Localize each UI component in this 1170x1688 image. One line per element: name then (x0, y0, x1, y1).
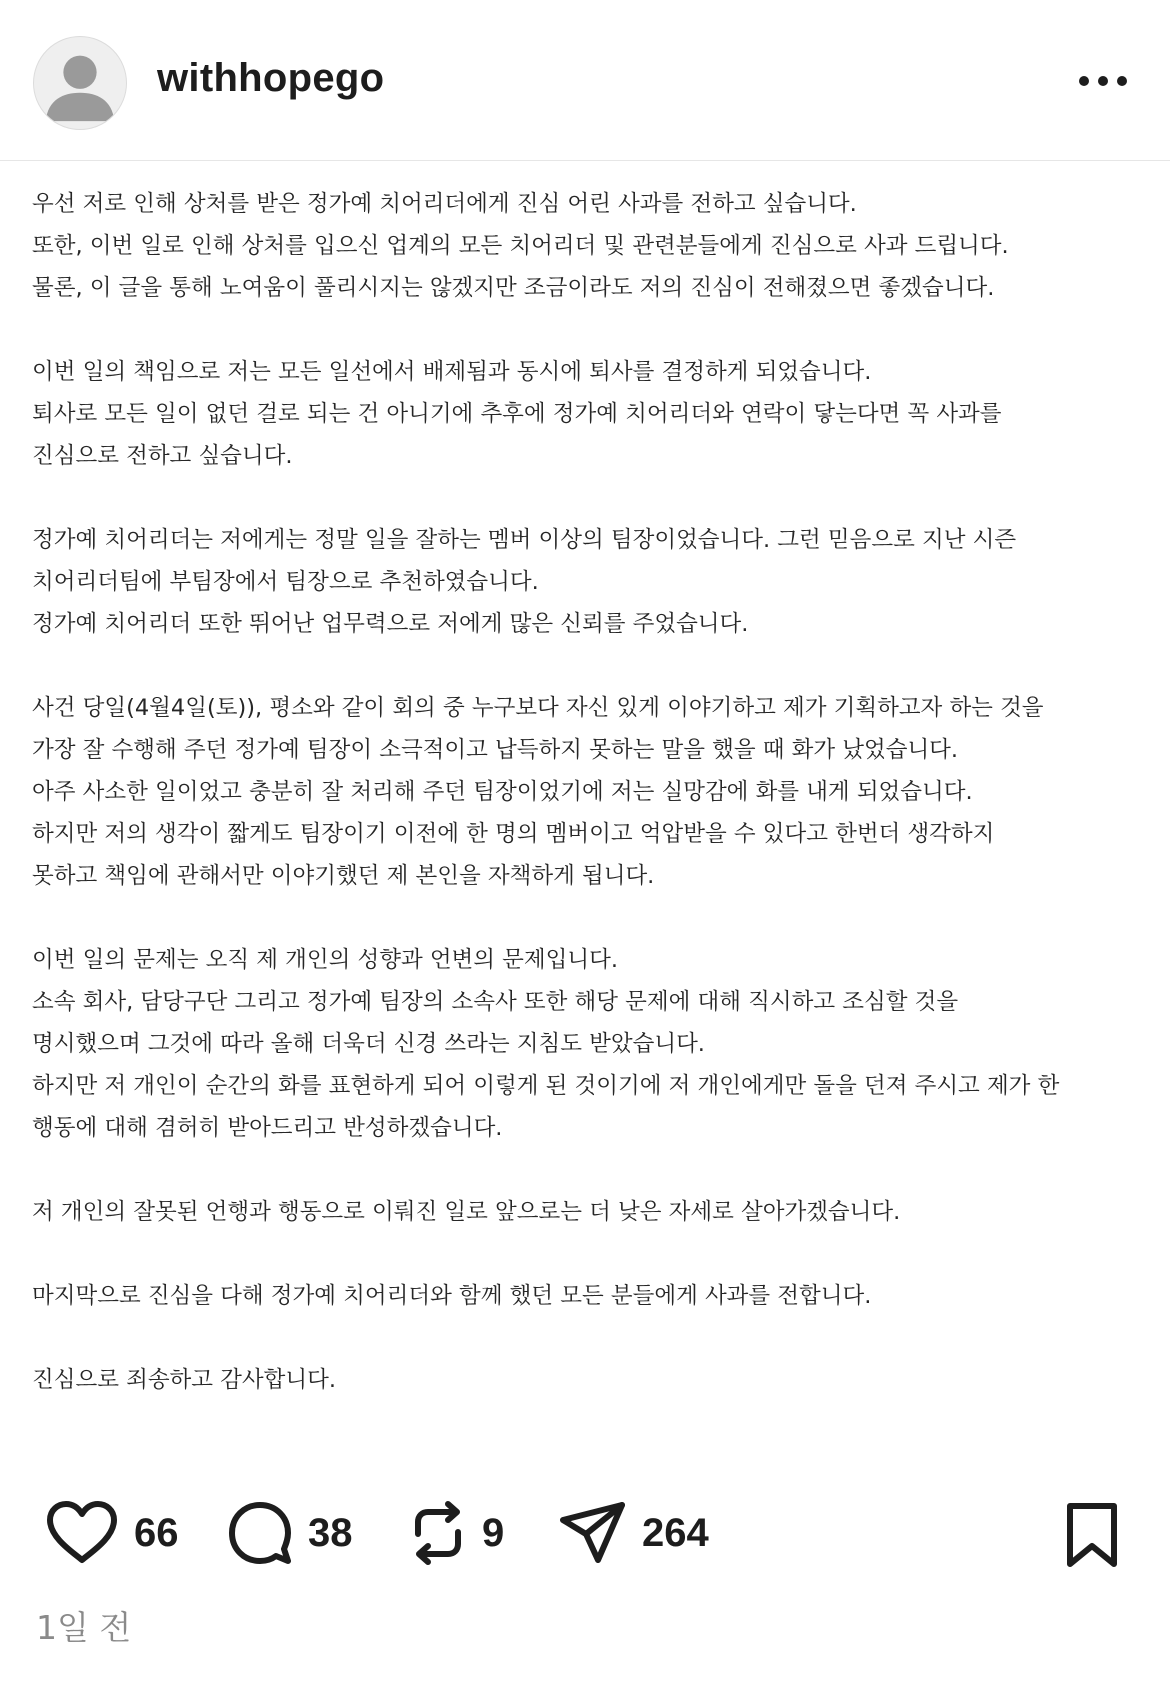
paragraph-gap (32, 645, 1142, 687)
repost-icon (408, 1500, 468, 1566)
paragraph (32, 519, 1142, 645)
post-header (0, 0, 1170, 161)
paragraph (32, 687, 1142, 897)
text-line: 이번 일의 책임으로 저는 모든 일선에서 배제됨과 동시에 퇴사를 결정하게 되었습니다. (32, 359, 872, 385)
text-line: 하지만 저의 생각이 짧게도 팀장이기 이전에 한 명의 멤버이고 억압받을 수 있다고 한번더 생각하지 (32, 821, 995, 847)
share-count: 264 (642, 1510, 709, 1555)
text-line: 치어리더팀에 부팀장에서 팀장으로 추천하였습니다. (32, 569, 539, 595)
repost-button[interactable] (408, 1493, 504, 1573)
paragraph (32, 939, 1142, 1149)
text-line: 가장 잘 수행해 주던 정가예 팀장이 소극적이고 납득하지 못하는 말을 했을 때 화가 났었습니다. (32, 737, 959, 763)
text-line: 행동에 대해 겸허히 받아드리고 반성하겠습니다. (32, 1115, 503, 1141)
text-line: 명시했으며 그것에 따라 올해 더욱더 신경 쓰라는 지침도 받았습니다. (32, 1031, 705, 1057)
paragraph (32, 183, 1142, 309)
comment-bubble-icon (226, 1499, 294, 1567)
send-icon (558, 1500, 628, 1566)
text-line: 정가예 치어리더는 저에게는 정말 일을 잘하는 멤버 이상의 팀장이었습니다. 그런 믿음으로 지난 시즌 (32, 527, 1017, 553)
text-line: 또한, 이번 일로 인해 상처를 입으신 업계의 모든 치어리더 및 관련분들에게 진심으로 사과 드립니다. (32, 233, 1009, 259)
text-line: 못하고 책임에 관해서만 이야기했던 제 본인을 자책하게 됩니다. (32, 863, 655, 889)
paragraph (32, 1191, 1142, 1233)
paragraph-gap (32, 1149, 1142, 1191)
post-timestamp: 1일 전 (36, 1608, 132, 1647)
paragraph-gap (32, 1317, 1142, 1359)
paragraph (32, 1359, 1142, 1401)
text-line: 아주 사소한 일이었고 충분히 잘 처리해 주던 팀장이었기에 저는 실망감에 화를 내게 되었습니다. (32, 779, 973, 805)
repost-count: 9 (482, 1510, 505, 1555)
username[interactable]: withhopego (157, 56, 385, 100)
avatar-silhouette (34, 37, 126, 129)
comment-button[interactable] (226, 1493, 353, 1573)
post-text (32, 183, 1142, 1401)
text-line: 사건 당일(4월4일(토)), 평소와 같이 회의 중 누구보다 자신 있게 이야기하고 제가 기획하고자 하는 것을 (32, 695, 1044, 721)
like-button[interactable] (44, 1493, 179, 1573)
bookmark-icon[interactable] (1062, 1502, 1122, 1568)
text-line: 진심으로 전하고 싶습니다. (32, 443, 293, 469)
comment-count: 38 (308, 1510, 353, 1555)
share-button[interactable] (558, 1493, 709, 1573)
text-line: 마지막으로 진심을 다해 정가예 치어리더와 함께 했던 모든 분들에게 사과를 전합니다. (32, 1283, 872, 1309)
paragraph-gap (32, 477, 1142, 519)
text-line: 퇴사로 모든 일이 없던 걸로 되는 건 아니기에 추후에 정가예 치어리더와 연락이 닿는다면 꼭 사과를 (32, 401, 1002, 427)
text-line: 진심으로 죄송하고 감사합니다. (32, 1367, 337, 1393)
text-line: 소속 회사, 담당구단 그리고 정가예 팀장의 소속사 또한 해당 문제에 대해 직시하고 조심할 것을 (32, 989, 959, 1015)
text-line: 물론, 이 글을 통해 노여움이 풀리시지는 않겠지만 조금이라도 저의 진심이 전해졌으면 좋겠습니다. (32, 275, 995, 301)
action-bar (0, 1493, 1170, 1573)
like-count: 66 (134, 1510, 179, 1555)
paragraph-gap (32, 1233, 1142, 1275)
paragraph-gap (32, 897, 1142, 939)
text-line: 이번 일의 문제는 오직 제 개인의 성향과 언변의 문제입니다. (32, 947, 619, 973)
text-line: 하지만 저 개인이 순간의 화를 표현하게 되어 이렇게 된 것이기에 저 개인에게만 돌을 던져 주시고 제가 한 (32, 1073, 1060, 1099)
text-line: 저 개인의 잘못된 언행과 행동으로 이뤄진 일로 앞으로는 더 낮은 자세로 살아가겠습니다. (32, 1199, 901, 1225)
more-dots-icon[interactable] (1078, 66, 1128, 96)
heart-icon (44, 1500, 120, 1566)
text-line: 우선 저로 인해 상처를 받은 정가예 치어리더에게 진심 어린 사과를 전하고 싶습니다. (32, 191, 857, 217)
text-line: 정가예 치어리더 또한 뛰어난 업무력으로 저에게 많은 신뢰를 주었습니다. (32, 611, 749, 637)
paragraph (32, 351, 1142, 477)
paragraph (32, 1275, 1142, 1317)
default-avatar-icon[interactable] (33, 36, 127, 130)
paragraph-gap (32, 309, 1142, 351)
